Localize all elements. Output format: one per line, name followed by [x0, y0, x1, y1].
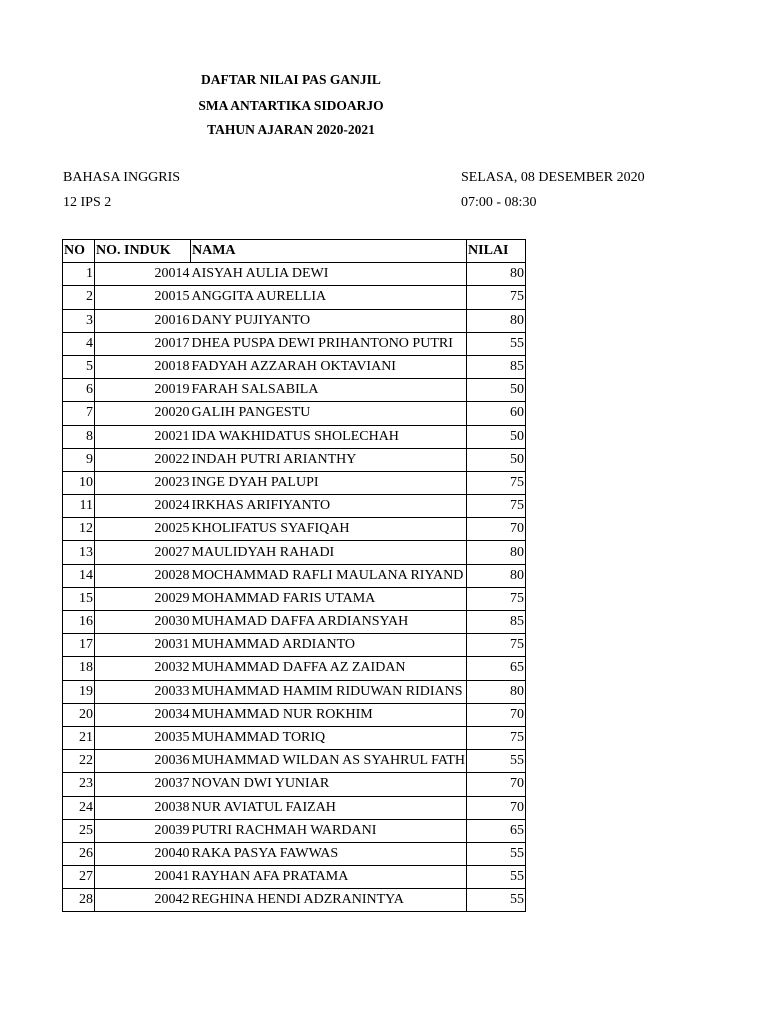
cell-nama: DHEA PUSPA DEWI PRIHANTONO PUTRI	[191, 332, 467, 355]
cell-nilai: 85	[467, 355, 526, 378]
document-title: DAFTAR NILAI PAS GANJIL	[201, 72, 381, 87]
cell-nama: NOVAN DWI YUNIAR	[191, 773, 467, 796]
table-row	[63, 680, 526, 703]
cell-nama: MOHAMMAD FARIS UTAMA	[191, 587, 467, 610]
cell-no: 16	[63, 611, 95, 634]
cell-nama: REGHINA HENDI ADZRANINTYA	[191, 889, 467, 912]
cell-induk: 20038	[95, 796, 191, 819]
cell-nilai: 55	[467, 332, 526, 355]
table-row	[63, 889, 526, 912]
table-row	[63, 866, 526, 889]
cell-nama: INGE DYAH PALUPI	[191, 471, 467, 494]
cell-no: 2	[63, 286, 95, 309]
table-row	[63, 355, 526, 378]
cell-nilai: 70	[467, 773, 526, 796]
cell-no: 6	[63, 379, 95, 402]
cell-induk: 20027	[95, 541, 191, 564]
cell-nilai: 85	[467, 611, 526, 634]
cell-induk: 20042	[95, 889, 191, 912]
school-name: SMA ANTARTIKA SIDOARJO	[198, 98, 384, 113]
cell-induk: 20021	[95, 425, 191, 448]
cell-nilai: 70	[467, 796, 526, 819]
cell-no: 11	[63, 495, 95, 518]
cell-nilai: 75	[467, 495, 526, 518]
cell-nama: FARAH SALSABILA	[191, 379, 467, 402]
cell-no: 5	[63, 355, 95, 378]
cell-nama: FADYAH AZZARAH OKTAVIANI	[191, 355, 467, 378]
cell-no: 20	[63, 703, 95, 726]
table-row	[63, 332, 526, 355]
subject-label: BAHASA INGGRIS	[63, 170, 181, 185]
cell-nilai: 65	[467, 819, 526, 842]
cell-no: 12	[63, 518, 95, 541]
column-header-no: NO	[63, 240, 95, 263]
cell-induk: 20028	[95, 564, 191, 587]
column-header-induk: NO. INDUK	[95, 240, 191, 263]
cell-induk: 20018	[95, 355, 191, 378]
table-row	[63, 703, 526, 726]
cell-nilai: 55	[467, 866, 526, 889]
cell-induk: 20029	[95, 587, 191, 610]
cell-induk: 20030	[95, 611, 191, 634]
cell-nama: MUHAMMAD ARDIANTO	[191, 634, 467, 657]
cell-nama: NUR AVIATUL FAIZAH	[191, 796, 467, 819]
cell-nama: GALIH PANGESTU	[191, 402, 467, 425]
cell-no: 1	[63, 263, 95, 286]
cell-nama: MOCHAMMAD RAFLI MAULANA RIYAND	[191, 564, 467, 587]
cell-nama: INDAH PUTRI ARIANTHY	[191, 448, 467, 471]
cell-nilai: 80	[467, 309, 526, 332]
cell-nama: IRKHAS ARIFIYANTO	[191, 495, 467, 518]
cell-nilai: 80	[467, 263, 526, 286]
cell-nama: MUHAMMAD NUR ROKHIM	[191, 703, 467, 726]
cell-nama: PUTRI RACHMAH WARDANI	[191, 819, 467, 842]
cell-no: 13	[63, 541, 95, 564]
cell-induk: 20040	[95, 842, 191, 865]
cell-induk: 20024	[95, 495, 191, 518]
table-row	[63, 541, 526, 564]
cell-nilai: 80	[467, 564, 526, 587]
cell-no: 19	[63, 680, 95, 703]
table-row	[63, 448, 526, 471]
cell-nama: MUHAMMAD DAFFA AZ ZAIDAN	[191, 657, 467, 680]
academic-year: TAHUN AJARAN 2020-2021	[207, 122, 375, 137]
grades-table	[62, 239, 526, 912]
cell-nilai: 80	[467, 680, 526, 703]
cell-induk: 20025	[95, 518, 191, 541]
cell-induk: 20014	[95, 263, 191, 286]
cell-nilai: 70	[467, 703, 526, 726]
cell-nama: KHOLIFATUS SYAFIQAH	[191, 518, 467, 541]
cell-induk: 20032	[95, 657, 191, 680]
cell-induk: 20036	[95, 750, 191, 773]
table-row	[63, 309, 526, 332]
cell-no: 25	[63, 819, 95, 842]
cell-no: 7	[63, 402, 95, 425]
exam-time: 07:00 - 08:30	[461, 195, 537, 210]
cell-induk: 20041	[95, 866, 191, 889]
cell-nama: MUHAMMAD WILDAN AS SYAHRUL FATH	[191, 750, 467, 773]
cell-no: 4	[63, 332, 95, 355]
table-row	[63, 518, 526, 541]
cell-no: 21	[63, 726, 95, 749]
cell-induk: 20034	[95, 703, 191, 726]
table-row	[63, 286, 526, 309]
table-row	[63, 819, 526, 842]
exam-date: SELASA, 08 DESEMBER 2020	[461, 170, 645, 185]
cell-no: 27	[63, 866, 95, 889]
cell-nilai: 75	[467, 726, 526, 749]
table-row	[63, 726, 526, 749]
cell-nilai: 50	[467, 425, 526, 448]
table-row	[63, 425, 526, 448]
cell-induk: 20023	[95, 471, 191, 494]
cell-nilai: 55	[467, 842, 526, 865]
table-row	[63, 657, 526, 680]
cell-nama: AISYAH AULIA DEWI	[191, 263, 467, 286]
cell-induk: 20033	[95, 680, 191, 703]
cell-induk: 20017	[95, 332, 191, 355]
cell-nilai: 75	[467, 634, 526, 657]
table-row	[63, 471, 526, 494]
table-row	[63, 564, 526, 587]
cell-nilai: 75	[467, 587, 526, 610]
cell-induk: 20019	[95, 379, 191, 402]
cell-no: 3	[63, 309, 95, 332]
cell-nama: DANY PUJIYANTO	[191, 309, 467, 332]
table-row	[63, 495, 526, 518]
cell-nilai: 60	[467, 402, 526, 425]
table-row	[63, 634, 526, 657]
cell-no: 22	[63, 750, 95, 773]
class-label: 12 IPS 2	[63, 195, 112, 210]
table-row	[63, 402, 526, 425]
column-header-nama: NAMA	[191, 240, 467, 263]
table-header-row	[63, 240, 526, 263]
cell-induk: 20022	[95, 448, 191, 471]
cell-nama: RAYHAN AFA PRATAMA	[191, 866, 467, 889]
cell-no: 23	[63, 773, 95, 796]
cell-nama: ANGGITA AURELLIA	[191, 286, 467, 309]
cell-nilai: 55	[467, 750, 526, 773]
cell-induk: 20039	[95, 819, 191, 842]
table-row	[63, 587, 526, 610]
cell-no: 14	[63, 564, 95, 587]
cell-no: 8	[63, 425, 95, 448]
cell-nama: MUHAMMAD TORIQ	[191, 726, 467, 749]
table-row	[63, 750, 526, 773]
cell-no: 28	[63, 889, 95, 912]
table-row	[63, 379, 526, 402]
cell-induk: 20020	[95, 402, 191, 425]
cell-nama: RAKA PASYA FAWWAS	[191, 842, 467, 865]
cell-induk: 20015	[95, 286, 191, 309]
cell-no: 24	[63, 796, 95, 819]
table-row	[63, 796, 526, 819]
cell-no: 15	[63, 587, 95, 610]
column-header-nilai: NILAI	[467, 240, 526, 263]
cell-no: 26	[63, 842, 95, 865]
table-row	[63, 263, 526, 286]
cell-induk: 20035	[95, 726, 191, 749]
cell-nilai: 70	[467, 518, 526, 541]
cell-nilai: 80	[467, 541, 526, 564]
cell-induk: 20037	[95, 773, 191, 796]
table-row	[63, 611, 526, 634]
cell-nilai: 75	[467, 471, 526, 494]
cell-nilai: 55	[467, 889, 526, 912]
cell-nilai: 50	[467, 448, 526, 471]
cell-no: 10	[63, 471, 95, 494]
cell-nilai: 50	[467, 379, 526, 402]
cell-nama: MUHAMAD DAFFA ARDIANSYAH	[191, 611, 467, 634]
cell-no: 18	[63, 657, 95, 680]
cell-induk: 20016	[95, 309, 191, 332]
cell-nilai: 65	[467, 657, 526, 680]
cell-nama: MUHAMMAD HAMIM RIDUWAN RIDIANS	[191, 680, 467, 703]
table-row	[63, 842, 526, 865]
cell-no: 17	[63, 634, 95, 657]
cell-no: 9	[63, 448, 95, 471]
table-row	[63, 773, 526, 796]
cell-induk: 20031	[95, 634, 191, 657]
cell-nilai: 75	[467, 286, 526, 309]
cell-nama: MAULIDYAH RAHADI	[191, 541, 467, 564]
cell-nama: IDA WAKHIDATUS SHOLECHAH	[191, 425, 467, 448]
